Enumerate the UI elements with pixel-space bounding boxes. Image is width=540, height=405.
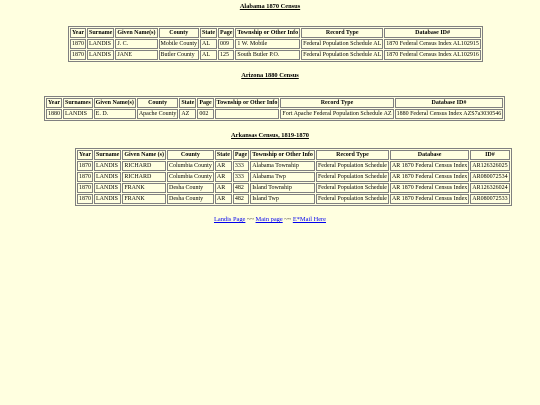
main-page-link[interactable]: Main page (255, 216, 283, 223)
table-row (77, 161, 510, 171)
table-cell: 1870 (70, 50, 86, 60)
table-cell: 1870 Federal Census Index AL102915 (384, 39, 481, 49)
table-header-row (46, 98, 503, 108)
table-cell: 1870 (77, 172, 93, 182)
column-header: Given Name (s) (122, 150, 166, 160)
table-cell: Desha County (167, 194, 214, 204)
table-cell: Apache County (137, 109, 179, 119)
footer-separator: ~~ (282, 216, 293, 223)
footer-nav (0, 216, 540, 224)
table-cell: LANDIS (94, 183, 121, 193)
section-title: Alabama 1870 Census (239, 3, 301, 10)
table-cell: 482 (233, 194, 249, 204)
column-header: Surnames (63, 98, 93, 108)
table-cell: Federal Population Schedule (316, 194, 389, 204)
column-header: County (159, 28, 200, 38)
column-header: Page (197, 98, 213, 108)
table-cell: RICHARD (122, 161, 166, 171)
column-header: Database (390, 150, 469, 160)
table-cell: AR 1870 Federal Census Index (390, 194, 469, 204)
column-header: Township or Other Info (235, 28, 300, 38)
census-table (68, 26, 483, 62)
section-title: Arkansas Census, 1819-1870 (231, 132, 309, 139)
column-header: Year (46, 98, 62, 108)
table-cell: Federal Population Schedule AL (301, 39, 383, 49)
table-cell: E. D. (94, 109, 136, 119)
table-cell: AR 1870 Federal Census Index (390, 172, 469, 182)
table-cell: 1 W. Mobile (235, 39, 300, 49)
column-header: Given Name(s) (115, 28, 157, 38)
column-header: Given Name(s) (94, 98, 136, 108)
table-cell: LANDIS (87, 50, 114, 60)
table-cell: Mobile County (159, 39, 200, 49)
table-row (46, 109, 503, 119)
table-cell: 482 (233, 183, 249, 193)
table-cell: Federal Population Schedule AL (301, 50, 383, 60)
table-cell: 1870 (77, 194, 93, 204)
table-cell: LANDIS (87, 39, 114, 49)
table-cell: AZ (179, 109, 196, 119)
table-header-row (70, 28, 481, 38)
table-row (70, 50, 481, 60)
column-header: Page (233, 150, 249, 160)
column-header: Surname (87, 28, 114, 38)
table-cell: Alabama Township (250, 161, 315, 171)
table-cell: AR (215, 194, 232, 204)
section-title: Arizona 1880 Census (241, 72, 299, 79)
table-cell: AR080072533 (470, 194, 509, 204)
table-cell: Columbia County (167, 172, 214, 182)
table-cell: Federal Population Schedule (316, 161, 389, 171)
column-header: State (200, 28, 217, 38)
landis-page-link[interactable]: Landis Page (213, 216, 246, 223)
table-cell: Federal Population Schedule (316, 183, 389, 193)
table-cell: AR080072534 (470, 172, 509, 182)
table-cell: FRANK (122, 194, 166, 204)
table-cell: 333 (233, 172, 249, 182)
footer-separator: ~~ (245, 216, 256, 223)
table-cell: RICHARD (122, 172, 166, 182)
table-cell: 1870 (77, 183, 93, 193)
table-cell: 002 (197, 109, 213, 119)
table-cell (215, 109, 280, 119)
column-header: Record Type (301, 28, 383, 38)
column-header: Surname (94, 150, 121, 160)
column-header: Database ID# (384, 28, 481, 38)
table-cell: AL (200, 50, 217, 60)
table-cell: Island Twp (250, 194, 315, 204)
table-cell: Island Township (250, 183, 315, 193)
column-header: Year (77, 150, 93, 160)
table-cell: Fort Apache Federal Population Schedule AZ (280, 109, 393, 119)
table-cell: Alabama Twp (250, 172, 315, 182)
table-row (77, 172, 510, 182)
table-row (77, 194, 510, 204)
table-cell: 009 (218, 39, 234, 49)
table-cell: LANDIS (94, 194, 121, 204)
column-header: Database ID# (395, 98, 504, 108)
table-cell: 1870 (70, 39, 86, 49)
table-cell: AR 1870 Federal Census Index (390, 183, 469, 193)
table-cell: 1870 Federal Census Index AL102916 (384, 50, 481, 60)
table-cell: AR126326024 (470, 183, 509, 193)
table-cell: Butler County (159, 50, 200, 60)
table-cell: Federal Population Schedule (316, 172, 389, 182)
table-cell: 1880 Federal Census Index AZS7a3030546 (395, 109, 504, 119)
census-table (75, 148, 512, 206)
column-header: County (167, 150, 214, 160)
table-cell: Columbia County (167, 161, 214, 171)
table-cell: AR 1870 Federal Census Index (390, 161, 469, 171)
table-cell: J. C. (115, 39, 157, 49)
column-header: Township or Other Info (250, 150, 315, 160)
column-header: Record Type (316, 150, 389, 160)
table-cell: LANDIS (94, 161, 121, 171)
table-cell: LANDIS (63, 109, 93, 119)
column-header: State (215, 150, 232, 160)
table-cell: 333 (233, 161, 249, 171)
column-header: State (179, 98, 196, 108)
table-cell: LANDIS (94, 172, 121, 182)
table-cell: AR (215, 172, 232, 182)
table-cell: JANE (115, 50, 157, 60)
table-cell: 125 (218, 50, 234, 60)
table-row (70, 39, 481, 49)
column-header: County (137, 98, 179, 108)
table-cell: 1870 (77, 161, 93, 171)
census-table (44, 96, 505, 121)
email-link[interactable]: E*Mail Here (292, 216, 326, 223)
column-header: Township or Other Info (215, 98, 280, 108)
table-cell: Desha County (167, 183, 214, 193)
table-cell: AR (215, 183, 232, 193)
table-cell: AL (200, 39, 217, 49)
column-header: Year (70, 28, 86, 38)
column-header: ID# (470, 150, 509, 160)
table-header-row (77, 150, 510, 160)
column-header: Record Type (280, 98, 393, 108)
table-cell: South Butler P.O. (235, 50, 300, 60)
table-cell: AR126326025 (470, 161, 509, 171)
table-cell: FRANK (122, 183, 166, 193)
column-header: Page (218, 28, 234, 38)
table-cell: AR (215, 161, 232, 171)
table-row (77, 183, 510, 193)
table-cell: 1880 (46, 109, 62, 119)
